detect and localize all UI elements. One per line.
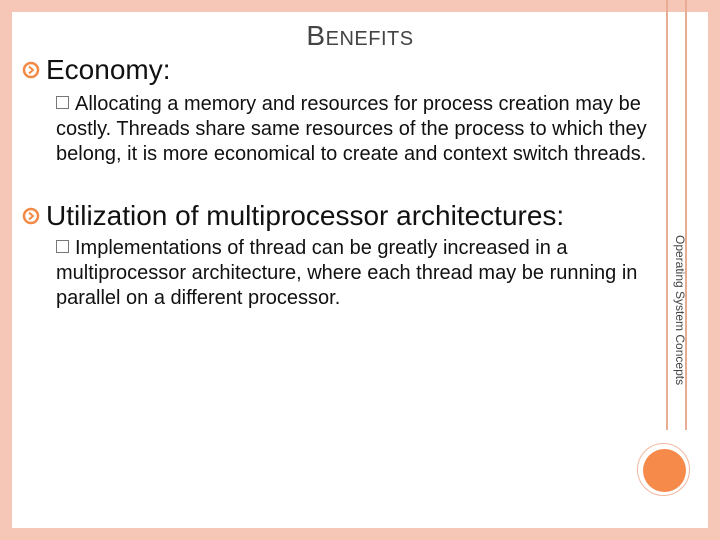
utilization-detail-text: Implementations of thread can be greatly increased in a multiprocessor architecture, where each thread may be running in parallel on a different processor. <box>56 237 638 309</box>
bullet-economy <box>22 54 171 86</box>
checkbox-bullet-icon <box>56 96 69 109</box>
side-divider-line <box>666 0 668 430</box>
title-capital: B <box>306 20 326 51</box>
checkbox-bullet-icon <box>56 240 69 253</box>
bullet-utilization <box>22 200 564 232</box>
economy-heading: Economy: <box>46 54 171 85</box>
economy-detail-text: Allocating a memory and resources for process creation may be costly. Threads share same resources of the process to which they belong, it is more economical to create and context switch threads. <box>56 93 647 165</box>
title-rest: ENEFITS <box>325 28 414 50</box>
utilization-detail <box>56 236 656 311</box>
economy-detail <box>56 92 656 167</box>
bullet-ring-icon <box>22 207 40 225</box>
bullet-ring-icon <box>22 61 40 79</box>
utilization-heading: Utilization of multiprocessor architectures: <box>46 200 565 231</box>
decorative-circle <box>643 449 686 492</box>
side-footer-label: Operating System Concepts <box>673 235 687 386</box>
slide-title <box>0 20 720 52</box>
